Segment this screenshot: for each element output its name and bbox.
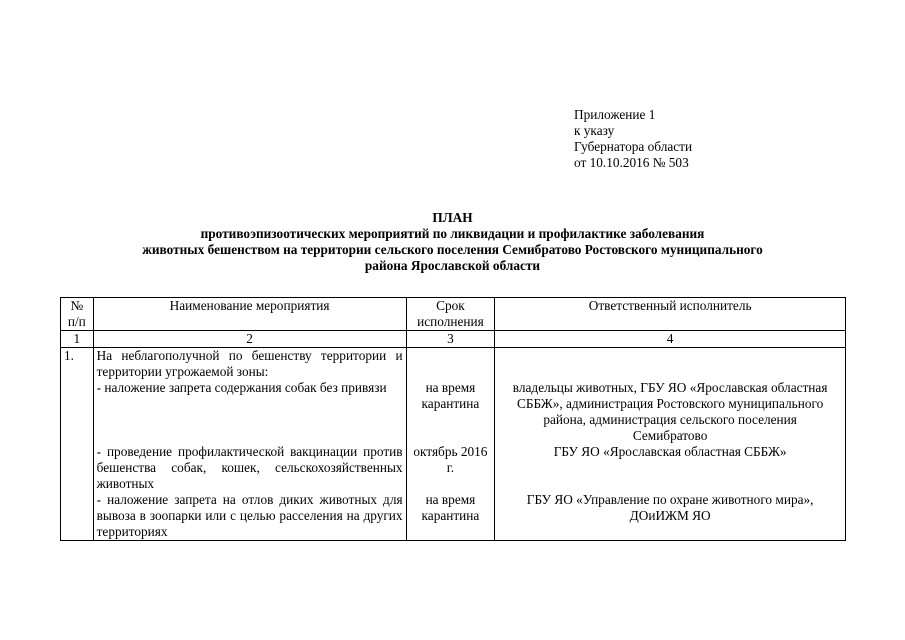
row-name-cell xyxy=(93,348,406,541)
appendix-line: от 10.10.2016 № 503 xyxy=(574,155,689,170)
title-line: животных бешенством на территории сельского поселения Семибратово Ростовского муниципального xyxy=(142,242,763,257)
title-line: противоэпизоотических мероприятий по ликвидации и профилактике заболевания xyxy=(200,226,705,241)
row-num: 1. xyxy=(61,348,94,541)
table-row xyxy=(61,348,846,541)
action-name: - наложение запрета на отлов диких животных для вывоза в зоопарки или с целью расселения на других территориях xyxy=(96,492,403,539)
header-term: Срок исполнения xyxy=(406,298,495,331)
table-header-row xyxy=(61,298,846,331)
header-executor: Ответственный исполнитель xyxy=(495,298,846,331)
document-title xyxy=(40,210,865,274)
col-number: 1 xyxy=(61,331,94,348)
appendix-line: к указу xyxy=(574,123,615,138)
action-executor: владельцы животных, ГБУ ЯО «Ярославская областная СББЖ», администрация Ростовского муниципального района, администрация сельского поселения Семибратово xyxy=(512,380,828,443)
appendix-line: Приложение 1 xyxy=(574,107,656,122)
appendix-note xyxy=(574,107,692,171)
column-number-row xyxy=(61,331,846,348)
row-intro: На неблагополучной по бешенству территории и территории угрожаемой зоны: xyxy=(96,348,403,379)
col-number: 3 xyxy=(406,331,495,348)
action-term: октябрь 2016 г. xyxy=(413,444,488,475)
row-executor-cell xyxy=(495,348,846,541)
action-term: на время карантина xyxy=(421,492,480,523)
plan-table xyxy=(60,297,846,541)
action-executor: ГБУ ЯО «Управление по охране животного мира», ДОиИЖМ ЯО xyxy=(526,492,814,523)
header-num: № п/п xyxy=(61,298,94,331)
action-name: - наложение запрета содержания собак без привязи xyxy=(96,380,387,395)
action-term: на время карантина xyxy=(421,380,480,411)
header-name: Наименование мероприятия xyxy=(93,298,406,331)
action-name: - проведение профилактической вакцинации против бешенства собак, кошек, сельскохозяйственных животных xyxy=(96,444,403,491)
action-executor: ГБУ ЯО «Ярославская областная СББЖ» xyxy=(553,444,787,459)
col-number: 2 xyxy=(93,331,406,348)
appendix-line: Губернатора области xyxy=(574,139,693,154)
title-heading: ПЛАН xyxy=(432,210,473,225)
title-line: района Ярославской области xyxy=(364,258,541,273)
col-number: 4 xyxy=(495,331,846,348)
row-term-cell xyxy=(406,348,495,541)
